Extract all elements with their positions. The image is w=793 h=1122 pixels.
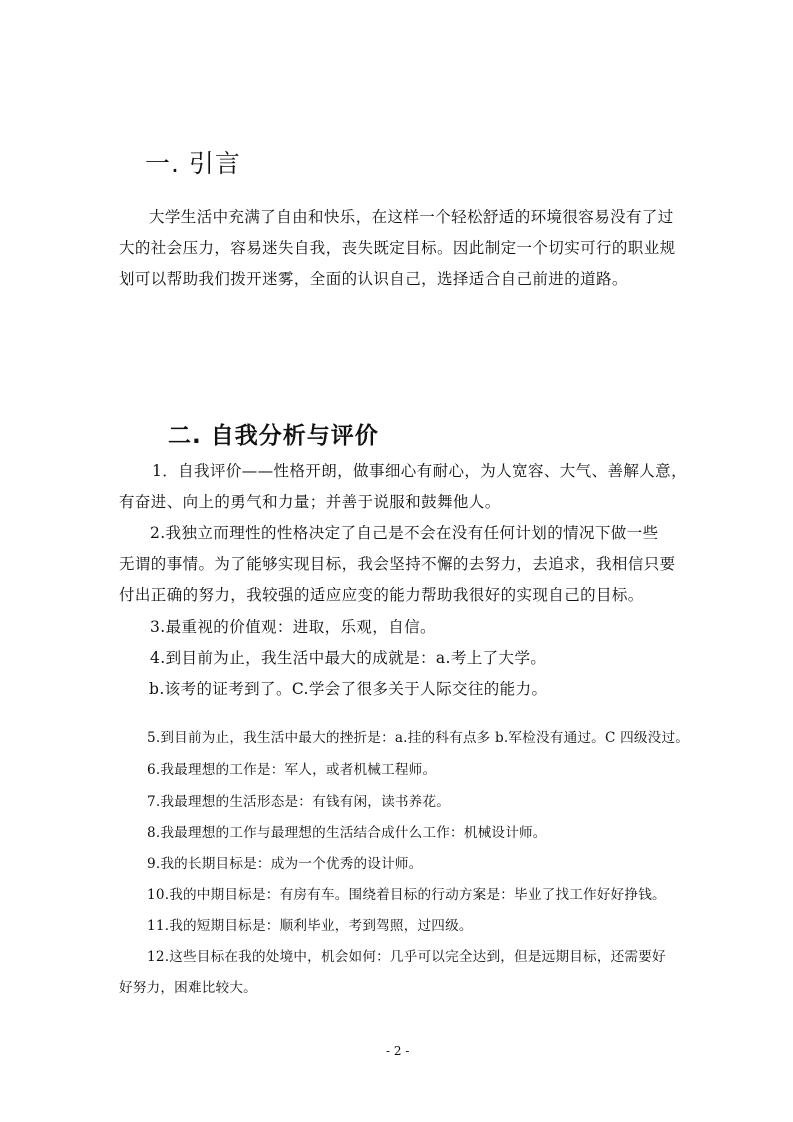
- list-item: 9.我的长期目标是：成为一个优秀的设计师。: [147, 856, 423, 872]
- paragraph-line: 4.到目前为止，我生活中最大的成就是：a.考上了大学。: [150, 649, 547, 667]
- list-item: 5.到目前为止，我生活中最大的挫折是：a.挂的科有点多 b.军检没有通过。C 四级没过。: [147, 730, 690, 746]
- paragraph-line: 大的社会压力，容易迷失自我，丧失既定目标。因此制定一个切实可行的职业规: [119, 239, 676, 257]
- list-item: 6.我最理想的工作是：军人，或者机械工程师。: [147, 762, 437, 778]
- paragraph-line: 大学生活中充满了自由和快乐，在这样一个轻松舒适的环境很容易没有了过: [149, 208, 674, 226]
- paragraph-line: 2.我独立而理性的性格决定了自己是不会在没有任何计划的情况下做一些: [150, 524, 659, 542]
- section-heading-introduction: 一. 引言: [145, 149, 241, 178]
- list-item: 好努力，困难比较大。: [119, 980, 257, 996]
- paragraph-line: 无谓的事情。为了能够实现目标，我会坚持不懈的去努力，去追求，我相信只要: [119, 555, 676, 573]
- list-item: 8.我最理想的工作与最理想的生活结合成什么工作：机械设计师。: [147, 825, 547, 841]
- paragraph-line: 付出正确的努力，我较强的适应应变的能力帮助我很好的实现自己的目标。: [119, 586, 644, 604]
- paragraph-line: 有奋进、向上的勇气和力量；并善于说服和鼓舞他人。: [119, 493, 501, 511]
- list-item: 10.我的中期目标是：有房有车。围绕着目标的行动方案是：毕业了找工作好好挣钱。: [147, 887, 666, 903]
- page-number: - 2 -: [386, 1044, 410, 1058]
- list-item: 7.我最理想的生活形态是：有钱有闲，读书养花。: [147, 794, 451, 810]
- section-heading-self-analysis: 二. 自我分析与评价: [168, 423, 379, 449]
- paragraph-line: 1．自我评价——性格开朗，做事细心有耐心，为人宽容、大气、善解人意，: [152, 462, 687, 480]
- paragraph-line: 划可以帮助我们拨开迷雾，全面的认识自己，选择适合自己前进的道路。: [119, 270, 628, 288]
- list-item: 12.这些目标在我的处境中，机会如何：几乎可以完全达到，但是远期目标，还需要好: [147, 949, 666, 965]
- paragraph-line: 3.最重视的价值观：进取，乐观，自信。: [150, 618, 436, 636]
- paragraph-line: b.该考的证考到了。C.学会了很多关于人际交往的能力。: [149, 680, 548, 698]
- list-item: 11.我的短期目标是：顺利毕业，考到驾照，过四级。: [147, 918, 473, 934]
